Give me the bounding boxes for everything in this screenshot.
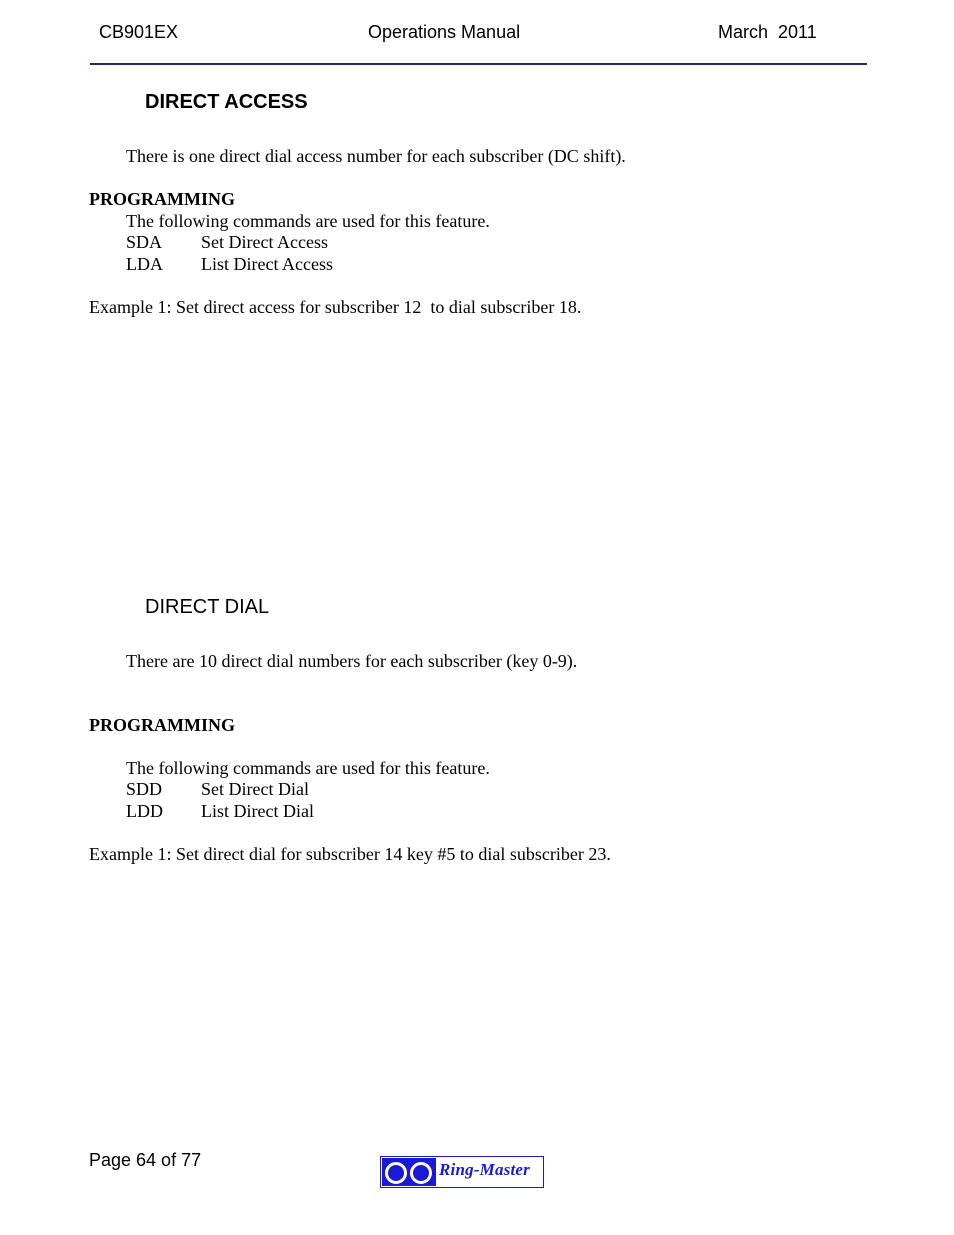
command-row-sdd (126, 779, 309, 800)
direct-access-title: DIRECT ACCESS (145, 91, 308, 113)
command-desc: List Direct Access (201, 254, 333, 274)
header-doc-id: CB901EX (99, 22, 179, 42)
logo-rings-icon (382, 1158, 436, 1186)
direct-dial-programming-label: PROGRAMMING (89, 715, 235, 735)
command-row-sda (126, 232, 328, 253)
logo-text: Ring-Master (439, 1160, 530, 1179)
command-code: SDD (126, 779, 163, 799)
command-code: SDA (126, 232, 163, 252)
direct-access-programming-label: PROGRAMMING (89, 189, 235, 209)
ring-master-logo (380, 1156, 544, 1188)
header-doc-title: Operations Manual (368, 22, 521, 42)
direct-dial-commands-intro: The following commands are used for this feature. (126, 758, 490, 778)
command-desc: Set Direct Access (201, 232, 328, 252)
command-code: LDA (126, 254, 163, 274)
command-desc: List Direct Dial (201, 801, 314, 821)
direct-access-example: Example 1: Set direct access for subscriber 12 to dial subscriber 18. (89, 297, 582, 317)
footer-page-number: Page 64 of 77 (89, 1150, 202, 1170)
header-date: March 2011 (718, 22, 817, 42)
direct-dial-title: DIRECT DIAL (145, 596, 270, 618)
command-row-lda (126, 254, 333, 275)
direct-dial-description: There are 10 direct dial numbers for each subscriber (key 0-9). (126, 651, 578, 671)
direct-access-commands-intro: The following commands are used for this feature. (126, 211, 490, 231)
command-row-ldd (126, 801, 314, 822)
direct-access-description: There is one direct dial access number for each subscriber (DC shift). (126, 146, 626, 166)
direct-dial-example: Example 1: Set direct dial for subscriber 14 key #5 to dial subscriber 23. (89, 844, 611, 864)
command-code: LDD (126, 801, 163, 821)
header-rule (90, 63, 867, 65)
command-desc: Set Direct Dial (201, 779, 309, 799)
